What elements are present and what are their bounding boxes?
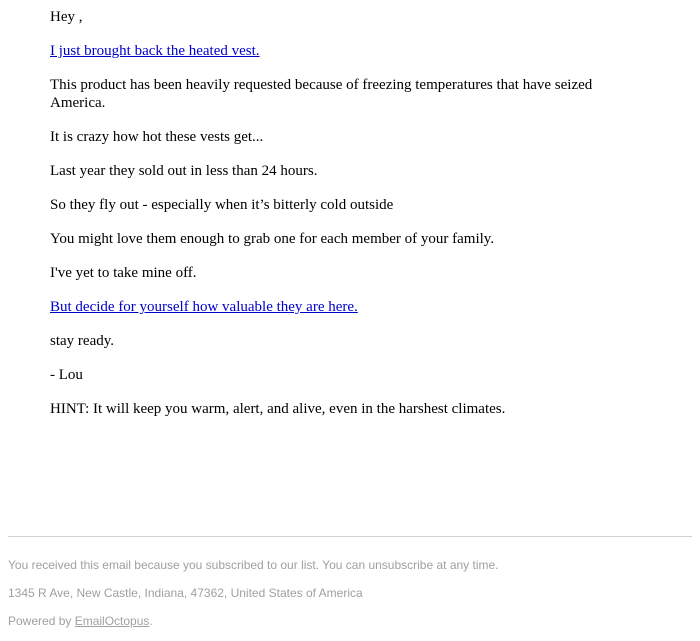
greeting: Hey , bbox=[50, 9, 83, 25]
stay-ready-paragraph: stay ready. bbox=[50, 333, 114, 349]
subscription-notice: You received this email because you subscribed to our list. You can unsubscribe at any time. bbox=[8, 558, 499, 572]
powered-by bbox=[8, 614, 153, 628]
crazy-hot-paragraph: It is crazy how hot these vests get... bbox=[50, 129, 264, 145]
take-off-paragraph: I've yet to take mine off. bbox=[50, 265, 197, 281]
powered-by-suffix: . bbox=[149, 614, 153, 628]
email-footer bbox=[8, 536, 692, 628]
mailing-address: 1345 R Ave, New Castle, Indiana, 47362, United States of America bbox=[8, 586, 363, 600]
hint-paragraph: HINT: It will keep you warm, alert, and alive, even in the harshest climates. bbox=[50, 401, 506, 417]
heated-vest-link[interactable]: I just brought back the heated vest. bbox=[50, 43, 260, 59]
family-paragraph: You might love them enough to grab one for each member of your family. bbox=[50, 231, 495, 247]
signature: - Lou bbox=[50, 367, 83, 383]
heated-vest-paragraph bbox=[50, 42, 260, 60]
decide-link[interactable]: But decide for yourself how valuable they are here. bbox=[50, 299, 358, 315]
requested-paragraph: This product has been heavily requested because of freezing temperatures that have seized America. bbox=[50, 77, 593, 111]
sold-out-paragraph: Last year they sold out in less than 24 hours. bbox=[50, 163, 318, 179]
fly-out-paragraph: So they fly out - especially when it’s bitterly cold outside bbox=[50, 197, 394, 213]
powered-by-prefix: Powered by bbox=[8, 614, 75, 628]
decide-paragraph bbox=[50, 298, 358, 316]
emailoctopus-link[interactable]: EmailOctopus bbox=[74, 614, 150, 628]
